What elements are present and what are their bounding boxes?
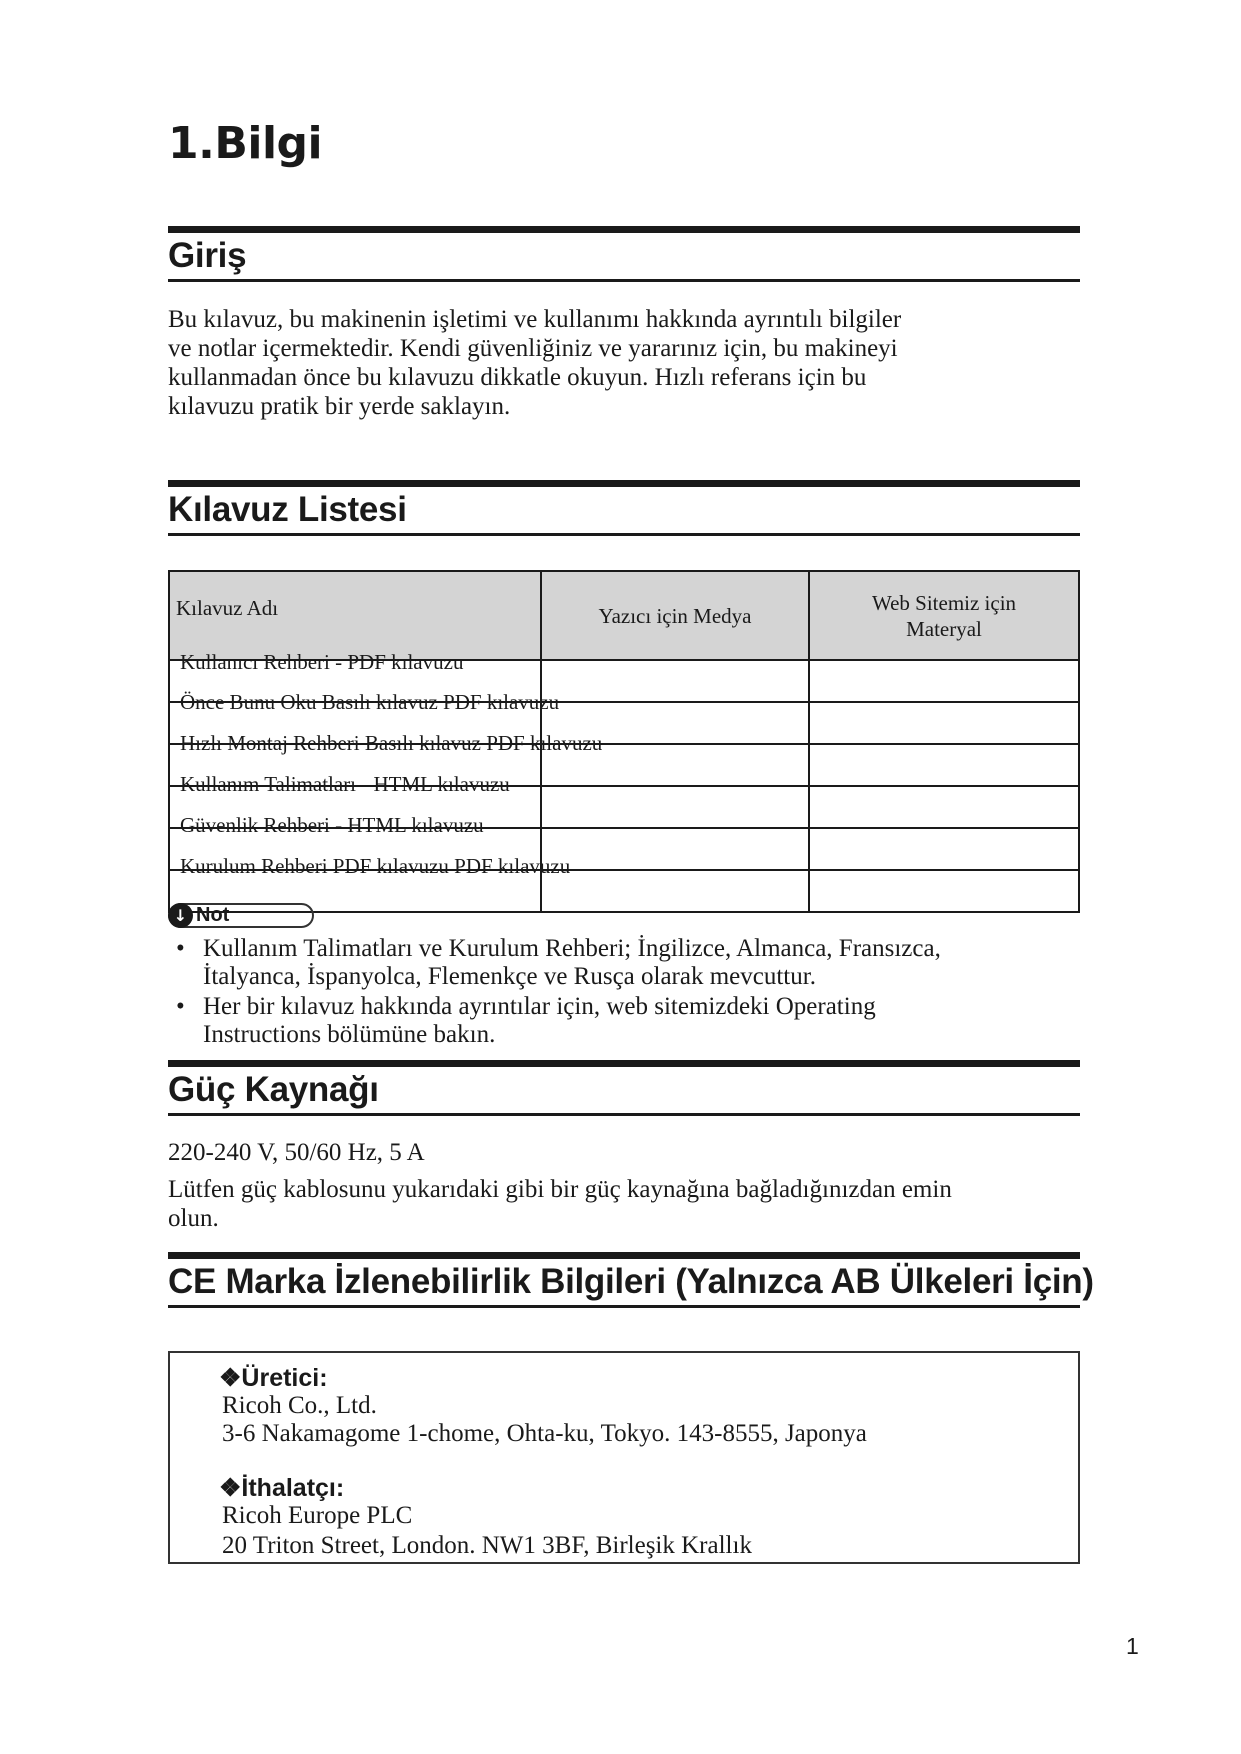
column-header-name: Kılavuz Adı xyxy=(169,571,541,660)
intro-line: ve notlar içermektedir. Kendi güvenliğiniz ve yararınız için, bu makineyi xyxy=(168,335,898,362)
intro-header xyxy=(168,226,1080,282)
importer-address: 20 Triton Street, London. NW1 3BF, Birleşik Krallık xyxy=(222,1532,752,1559)
importer-name: Ricoh Europe PLC xyxy=(222,1502,413,1529)
manuals-header xyxy=(168,480,1080,536)
importer-label: ❖İthalatçı: xyxy=(219,1474,345,1502)
manuals-section xyxy=(168,480,1080,536)
power-heading: Güç Kaynağı xyxy=(168,1070,379,1109)
page-number: 1 xyxy=(1126,1633,1139,1659)
power-header xyxy=(168,1060,1080,1116)
manuals-heading: Kılavuz Listesi xyxy=(168,490,407,529)
note-item: • Kullanım Talimatları ve Kurulum Rehberi; İngilizce, Almanca, Fransızca, İtalyanca, İspanyolca, Flemenkçe ve Rusça olarak mevcuttur. xyxy=(168,935,1088,991)
column-header-print: Yazıcı için Medya xyxy=(541,571,809,660)
power-line: Lütfen güç kablosunu yukarıdaki gibi bir güç kaynağına bağladığınızdan emin xyxy=(168,1176,952,1203)
down-arrow-icon: ↓ xyxy=(168,903,193,928)
note-list xyxy=(168,935,1088,1051)
table-header-row xyxy=(169,571,1079,660)
manual-row-label: Kullanıcı Rehberi - PDF kılavuzu xyxy=(180,650,464,674)
column-header-web: Web Sitemiz için Materyal xyxy=(809,571,1079,660)
power-spec: 220-240 V, 50/60 Hz, 5 A xyxy=(168,1139,425,1166)
manual-row-label: Kullanım Talimatları - HTML kılavuzu xyxy=(180,772,510,796)
chapter-title: 1.Bilgi xyxy=(168,118,323,169)
intro-line: Bu kılavuz, bu makinenin işletimi ve kullanımı hakkında ayrıntılı bilgiler xyxy=(168,306,902,333)
ce-info-box xyxy=(168,1351,1080,1564)
intro-body xyxy=(168,305,1080,421)
manual-row-label: Önce Bunu Oku Basılı kılavuz PDF kılavuzu xyxy=(180,690,560,714)
power-line: olun. xyxy=(168,1205,219,1232)
manual-row-label: Hızlı Montaj Rehberi Basılı kılavuz PDF kılavuzu xyxy=(180,731,603,755)
power-section xyxy=(168,1060,1080,1116)
intro-line: kullanmadan önce bu kılavuzu dikkatle okuyun. Hızlı referans için bu xyxy=(168,364,867,391)
intro-heading: Giriş xyxy=(168,236,247,275)
power-body xyxy=(168,1138,1080,1233)
manual-row-label: Kurulum Rehberi PDF kılavuzu PDF kılavuzu xyxy=(180,854,571,878)
note-badge xyxy=(168,903,314,928)
intro-section xyxy=(168,226,1080,282)
manufacturer-address: 3-6 Nakamagome 1-chome, Ohta-ku, Tokyo. 143-8555, Japonya xyxy=(222,1420,867,1447)
manufacturer-label: ❖Üretici: xyxy=(219,1364,328,1392)
manufacturer-name: Ricoh Co., Ltd. xyxy=(222,1392,377,1419)
manual-row-label: Güvenlik Rehberi - HTML kılavuzu xyxy=(180,813,484,837)
ce-section xyxy=(168,1252,1094,1308)
note-label: Not xyxy=(196,904,230,926)
note-item: • Her bir kılavuz hakkında ayrıntılar için, web sitemizdeki Operating Instructions bölümüne bakın. xyxy=(168,993,1088,1049)
ce-heading: CE Marka İzlenebilirlik Bilgileri (Yalnızca AB Ülkeleri İçin) xyxy=(168,1262,1094,1301)
ce-header xyxy=(168,1252,1094,1308)
intro-line: kılavuzu pratik bir yerde saklayın. xyxy=(168,393,511,420)
